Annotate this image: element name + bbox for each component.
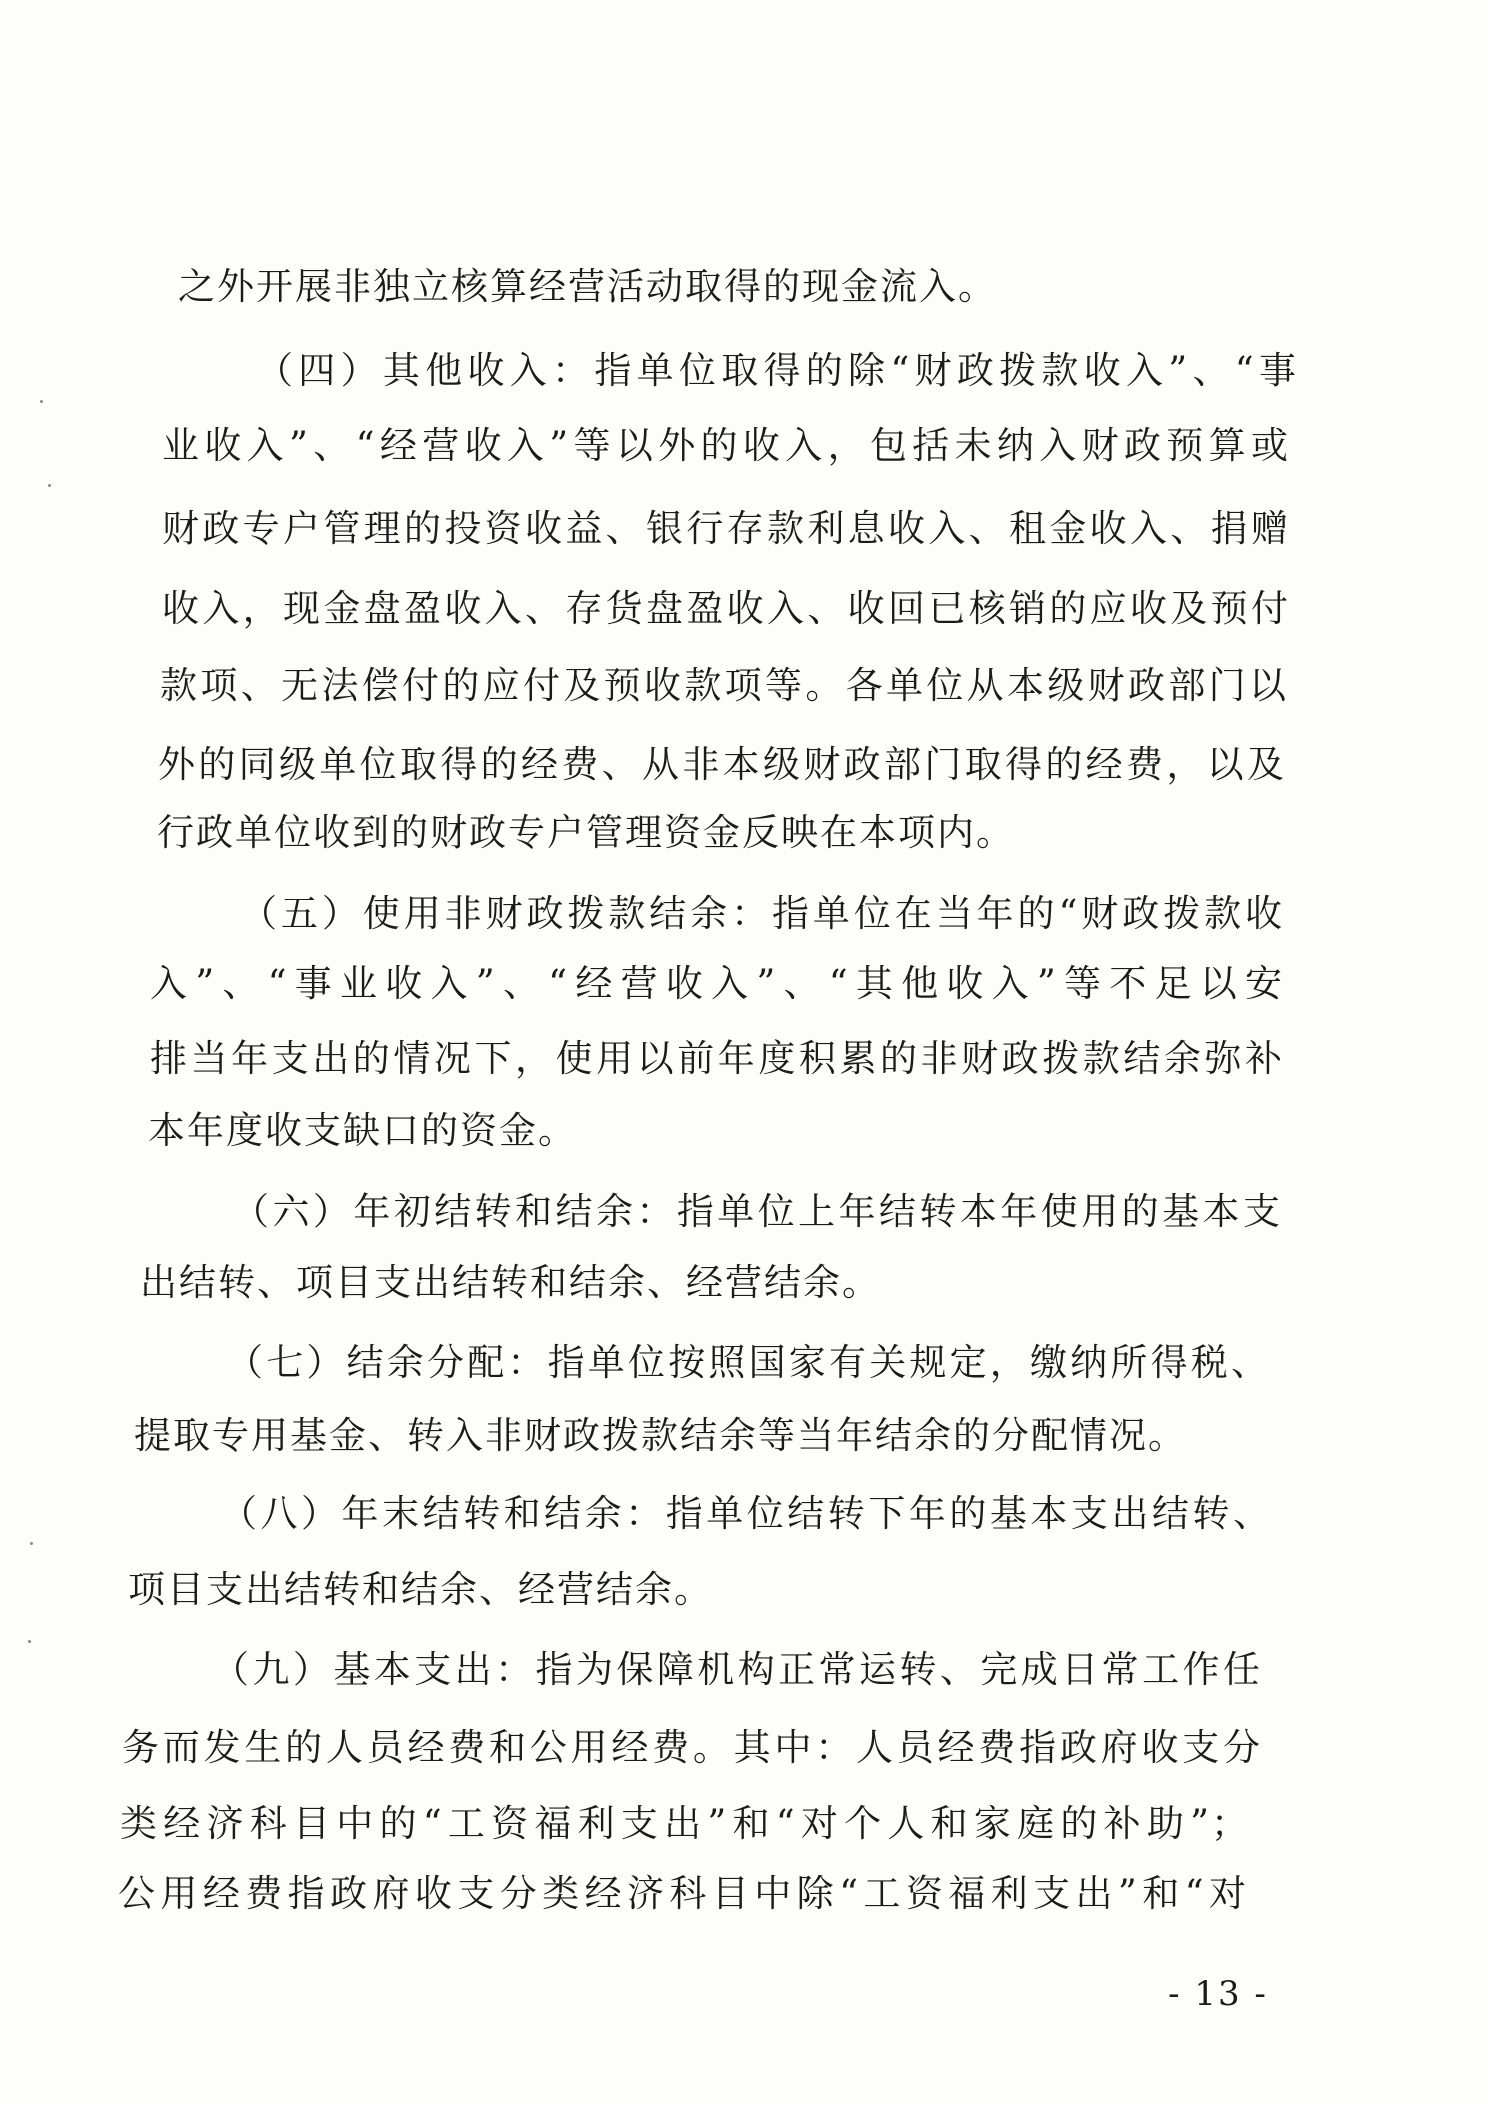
scan-speck [48, 484, 51, 487]
text-line-19: （九）基本支出：指为保障机构正常运转、完成日常工作任 [212, 1648, 1262, 1691]
text-line-13: （六）年初结转和结余：指单位上年结转本年使用的基本支 [232, 1190, 1282, 1233]
text-line-11: 排当年支出的情况下，使用以前年度积累的非财政拨款结余弥补 [150, 1037, 1284, 1080]
text-line-17: （八）年末结转和结余：指单位结转下年的基本支出结转、 [220, 1492, 1272, 1535]
page-number: - 13 - [1168, 1974, 1268, 2014]
text-line-6: 款项、无法偿付的应付及预收款项等。各单位从本级财政部门以 [160, 664, 1288, 707]
text-line-4: 财政专户管理的投资收益、银行存款利息收入、租金收入、捐赠 [162, 507, 1290, 550]
scan-speck [30, 1542, 33, 1545]
text-line-8: 行政单位收到的财政专户管理资金反映在本项内。 [157, 811, 1015, 854]
text-line-2: （四）其他收入：指单位取得的除“财政拨款收入”、“事 [256, 349, 1298, 392]
text-line-9: （五）使用非财政拨款结余：指单位在当年的“财政拨款收 [240, 892, 1284, 935]
text-line-18: 项目支出结转和结余、经营结余。 [128, 1568, 713, 1611]
text-line-15: （七）结余分配：指单位按照国家有关规定，缴纳所得税、 [226, 1341, 1270, 1384]
text-line-21: 类经济科目中的“工资福利支出”和“对个人和家庭的补助”； [120, 1802, 1250, 1845]
text-line-12: 本年度收支缺口的资金。 [148, 1109, 577, 1152]
text-line-7: 外的同级单位取得的经费、从非本级财政部门取得的经费，以及 [158, 743, 1286, 786]
text-line-10: 入”、“事业收入”、“经营收入”、“其他收入”等不足以安 [150, 962, 1284, 1005]
text-line-16: 提取专用基金、转入非财政拨款结余等当年结余的分配情况。 [134, 1414, 1187, 1457]
text-line-22: 公用经费指政府收支分类经济科目中除“工资福利支出”和“对 [118, 1872, 1248, 1915]
text-line-1: 之外开展非独立核算经营活动取得的现金流入。 [178, 265, 997, 308]
text-line-5: 收入，现金盘盈收入、存货盘盈收入、收回已核销的应收及预付 [162, 587, 1290, 630]
text-line-3: 业收入”、“经营收入”等以外的收入，包括未纳入财政预算或 [162, 424, 1290, 467]
text-line-14: 出结转、项目支出结转和结余、经营结余。 [140, 1261, 881, 1304]
scan-speck [28, 1640, 31, 1643]
scan-speck [40, 400, 43, 403]
text-line-20: 务而发生的人员经费和公用经费。其中：人员经费指政府收支分 [122, 1726, 1262, 1769]
